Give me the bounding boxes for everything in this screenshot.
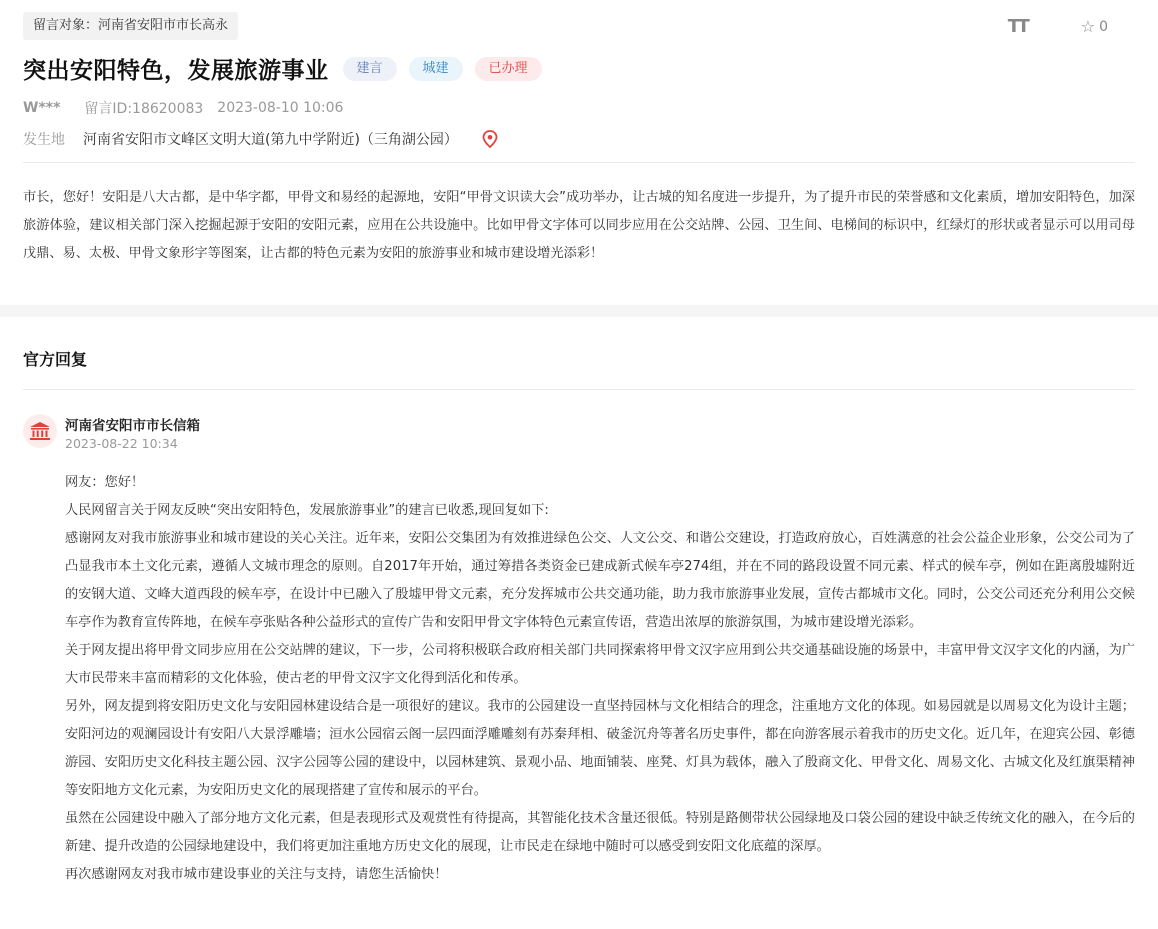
reply-paragraph: 网友：您好！ (65, 475, 145, 490)
official-reply-section (0, 317, 1158, 929)
location-label: 发生地 (23, 132, 65, 148)
star-outline-icon: ☆ (1080, 17, 1096, 36)
location-value: 河南省安阳市文峰区文明大道(第九中学附近)（三角湖公园） (83, 132, 458, 148)
message-content: 市长，您好！安阳是八大古都，是中华字都，甲骨文和易经的起源地，安阳“甲骨文识读大会”成功举办，让古城的知名度进一步提升，为了提升市民的荣誉感和文化素质，增加安阳特色，加深旅游体验，建议相关部门深入挖掘起源于安阳的安阳元素，应用在公共设施中。比如甲骨文字体可以同步应用在公交站牌、公园、卫生间、电梯间的标识中，红绿灯的形状或者显示可以用司母戊鼎、易、太极、甲骨文象形字等图案，让古都的特色元素为安阳的旅游事业和城市建设增光添彩！ (23, 190, 1135, 261)
message-datetime: 2023-08-10 10:06 (217, 100, 344, 116)
reply-org-name: 河南省安阳市市长信箱 (65, 418, 200, 434)
message-target: 留言对象：河南省安阳市市长高永 (23, 12, 238, 40)
location-row (23, 129, 498, 149)
favorite-count: 0 (1099, 18, 1108, 35)
tag-urban-construction: 城建 (409, 57, 463, 81)
message-title: 突出安阳特色，发展旅游事业 (23, 58, 329, 84)
message-card (0, 0, 1158, 317)
favorite-button[interactable] (1081, 17, 1108, 36)
message-id: 留言ID:18620083 (84, 101, 204, 117)
section-divider (23, 162, 1135, 163)
reply-paragraph: 感谢网友对我市旅游事业和城市建设的关心关注。近年来，安阳公交集团为有效推进绿色公交、人文公交、和谐公交建设，打造政府放心，百姓满意的社会公益企业形象，公交公司为了凸显我市本土文化元素，遵循人文城市理念的原则。自2017年开始，通过筹措各类资金已建成新式候车亭274组，并在不同的路段设置不同元素、样式的候车亭，例如在距离殷墟附近的安钢大道、文峰大道西段的候车亭，在设计中已融入了殷墟甲骨文元素，充分发挥城市公共交通功能，助力我市旅游事业发展，宣传古都城市文化。同时，公交公司还充分利用公交候车亭作为教育宣传阵地，在候车亭张贴各种公益形式的宣传广告和安阳甲骨文字体特色元素宣传语，营造出浓厚的旅游氛围，为城市建设增光添彩。 (65, 531, 1135, 630)
author-name: W*** (23, 100, 61, 116)
section-gap (0, 305, 1158, 317)
avatar (23, 414, 57, 448)
reply-paragraph: 另外，网友提到将安阳历史文化与安阳园林建设结合是一项很好的建议。我市的公园建设一直坚持园林与文化相结合的理念，注重地方文化的体现。如易园就是以周易文化为设计主题；安阳河边的观澜园设计有安阳八大景浮雕墙；洹水公园宿云阁一层四面浮雕雕刻有苏秦拜相、破釜沉舟等著名历史事件，都在向游客展示着我市的历史文化。近几年，在迎宾公园、彰德游园、安阳历史文化科技主题公园、汉字公园等公园的建设中，以园林建筑、景观小品、地面铺装、座凳、灯具为载体，融入了殷商文化、甲骨文化、周易文化、古城文化及红旗渠精神等安阳地方文化元素，为安阳历史文化的展现搭建了宣传和展示的平台。 (65, 699, 1135, 798)
reply-paragraph: 再次感谢网友对我市城市建设事业的关注与支持，请您生活愉快！ (65, 867, 448, 882)
title-row (23, 52, 554, 85)
reply-paragraph: 关于网友提出将甲骨文同步应用在公交站牌的建议，下一步，公司将积极联合政府相关部门共同探索将甲骨文汉字应用到公共交通基础设施的场景中，丰富甲骨文汉字文化的内涵，为广大市民带来丰富而精彩的文化体验，使古老的甲骨文汉字文化得到活化和传承。 (65, 643, 1135, 686)
reply-divider (23, 389, 1135, 390)
font-size-icon[interactable]: TT (1007, 16, 1027, 37)
message-meta (23, 98, 343, 118)
reply-heading: 官方回复 (23, 350, 88, 369)
tag-suggestion: 建言 (343, 57, 397, 81)
government-building-icon (29, 421, 51, 441)
reply-body (65, 469, 1135, 889)
map-pin-icon[interactable] (482, 130, 498, 148)
reply-datetime: 2023-08-22 10:34 (65, 436, 178, 451)
reply-paragraph: 人民网留言关于网友反映“突出安阳特色，发展旅游事业”的建言已收悉,现回复如下: (65, 503, 549, 518)
top-tools (1008, 16, 1108, 37)
reply-paragraph: 虽然在公园建设中融入了部分地方文化元素，但是表现形式及观赏性有待提高，其智能化技术含量还很低。特别是路侧带状公园绿地及口袋公园的建设中缺乏传统文化的融入，在今后的新建、提升改造的公园绿地建设中，我们将更加注重地方历史文化的展现，让市民走在绿地中随时可以感受到安阳文化底蕴的深厚。 (65, 811, 1135, 854)
status-badge: 已办理 (475, 57, 542, 81)
